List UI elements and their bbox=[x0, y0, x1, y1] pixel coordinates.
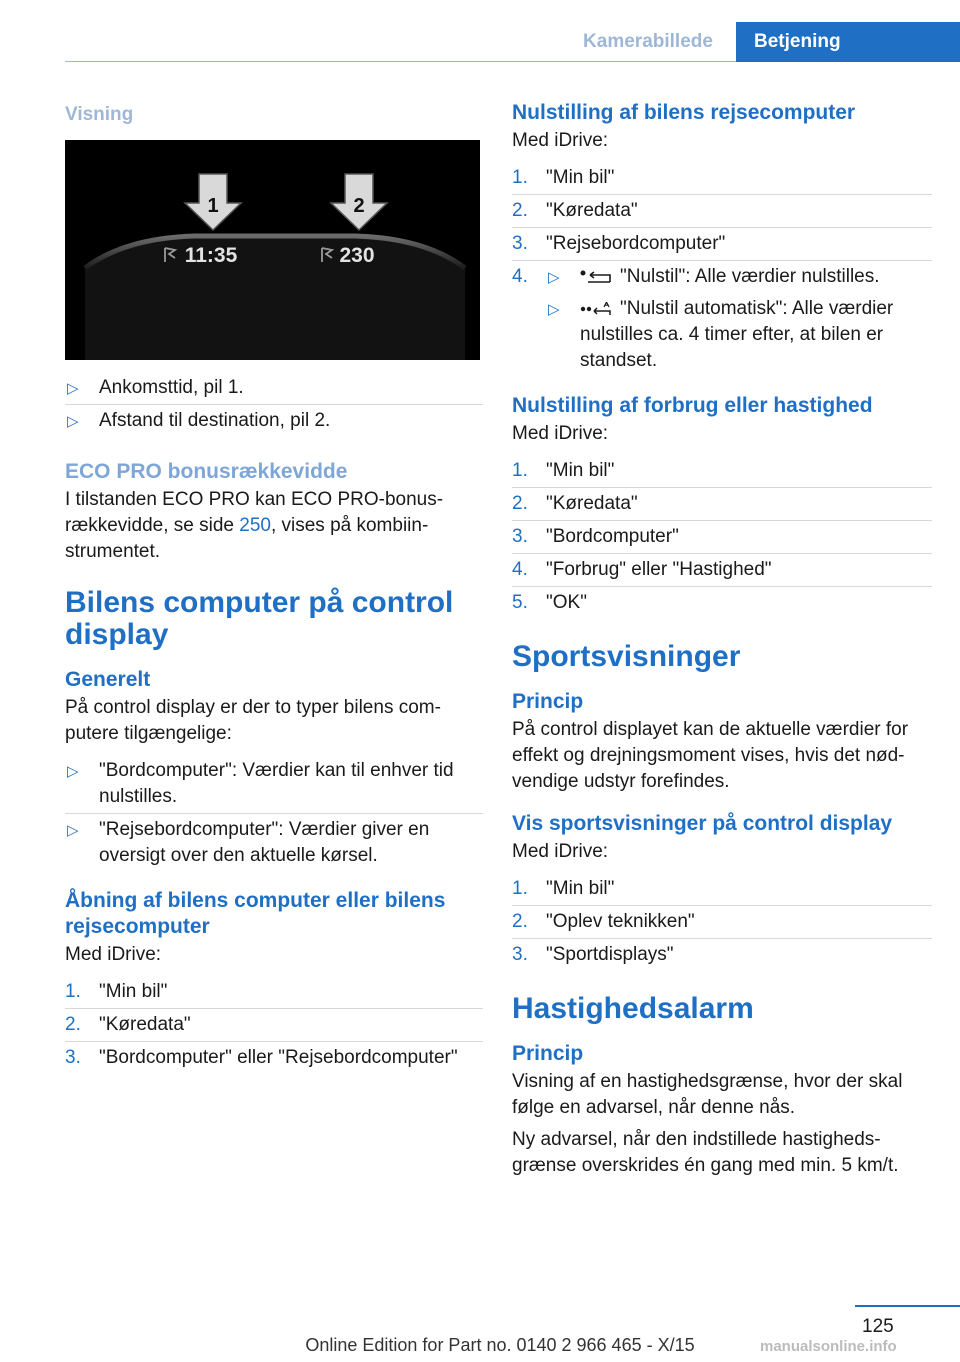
list-item: 2. "Oplev teknikken" bbox=[512, 906, 932, 939]
list-item: 3. "Bordcomputer" bbox=[512, 521, 932, 554]
distance-readout: 230 bbox=[339, 244, 375, 267]
edition-text: Online Edition for Part no. 0140 2 966 465 - X/15 bbox=[305, 1335, 695, 1355]
list-item: ▷ Ankomsttid, pil 1. bbox=[65, 372, 483, 405]
page-number: 125 bbox=[862, 1316, 894, 1337]
list-item: 1. "Min bil" bbox=[512, 455, 932, 488]
list-item: ▷ "Bordcomputer": Værdier kan til enhver tid nulstilles. bbox=[65, 755, 483, 814]
reset-trip-steps bbox=[512, 162, 932, 293]
computer-heading: Bilens computer på control display bbox=[65, 586, 454, 651]
princip-heading-2: Princip bbox=[512, 1042, 584, 1065]
list-item: 5. "OK" bbox=[512, 592, 587, 613]
list-item: 2. "Køredata" bbox=[512, 195, 932, 228]
page-link[interactable]: 250 bbox=[239, 515, 271, 536]
generelt-heading: Generelt bbox=[65, 668, 151, 691]
eco-text: I tilstanden ECO PRO kan ECO PRO-bonus-rækkevidde, se side 250, vises på kombiin-strumentet. bbox=[65, 489, 444, 562]
reset-trip-intro: Med iDrive: bbox=[512, 130, 609, 151]
sports-heading: Sportsvisninger bbox=[512, 640, 741, 673]
princip-text-2a: Visning af en hastighedsgrænse, hvor der skal følge en advarsel, når denne nås. bbox=[512, 1071, 903, 1118]
triangle-bullet-icon: ▷ bbox=[548, 269, 560, 286]
triangle-bullet-icon: ▷ bbox=[67, 763, 79, 780]
list-item: 2. "Køredata" bbox=[512, 488, 932, 521]
list-item: 3. "Bordcomputer" eller "Rejsebordcomputer" bbox=[65, 1047, 458, 1068]
list-item: 3. "Rejsebordcomputer" bbox=[512, 228, 932, 261]
tab-kamerabillede[interactable]: Kamerabillede bbox=[583, 31, 713, 52]
list-item: ▷ Afstand til destination, pil 2. bbox=[65, 405, 483, 437]
reset-trip-sub-list bbox=[512, 293, 932, 377]
reset-cons-steps bbox=[512, 455, 932, 619]
princip-text: På control displayet kan de aktuelle værdier for effekt og drejningsmoment vises, hvis det nød-vendige udstyr forefindes. bbox=[512, 719, 909, 792]
time-readout: 11:35 bbox=[184, 244, 238, 267]
tab-betjening[interactable]: Betjening bbox=[736, 22, 960, 62]
left-column bbox=[65, 100, 483, 1080]
aabning-steps bbox=[65, 976, 483, 1074]
list-item: 1. "Min bil" bbox=[65, 976, 483, 1009]
aabning-intro: Med iDrive: bbox=[65, 944, 162, 965]
list-item: 4. ▷ "Nulstil": Alle værdier nulstilles. bbox=[512, 261, 932, 293]
vis-steps bbox=[512, 873, 932, 971]
alarm-heading: Hastighedsalarm bbox=[512, 992, 754, 1025]
auto-reset-icon bbox=[580, 302, 614, 316]
display-figure bbox=[65, 140, 480, 360]
list-item: 4. "Forbrug" eller "Hastighed" bbox=[512, 554, 932, 587]
watermark: manualsonline.info bbox=[760, 1338, 897, 1355]
list-item: ▷ "Nulstil automatisk": Alle værdier nulstilles ca. 4 timer efter, at bilen er standset. bbox=[548, 298, 894, 371]
aabning-heading: Åbning af bilens computer eller bilens rejsecomputer bbox=[65, 889, 446, 938]
visning-list bbox=[65, 372, 483, 437]
vis-intro: Med iDrive: bbox=[512, 841, 609, 862]
reset-cons-heading: Nulstilling af forbrug eller hastighed bbox=[512, 394, 873, 417]
generelt-list bbox=[65, 755, 483, 872]
reset-trip-heading: Nulstilling af bilens rejsecomputer bbox=[512, 101, 856, 124]
triangle-bullet-icon: ▷ bbox=[67, 380, 79, 397]
princip-heading: Princip bbox=[512, 690, 584, 713]
list-item: 1. "Min bil" bbox=[512, 162, 932, 195]
triangle-bullet-icon: ▷ bbox=[548, 301, 560, 318]
eco-heading: ECO PRO bonusrækkevidde bbox=[65, 460, 348, 483]
display-illustration bbox=[65, 140, 480, 360]
list-item: ▷ "Rejsebordcomputer": Værdier giver en oversigt over den aktuelle kørsel. bbox=[67, 819, 430, 866]
reset-cons-intro: Med iDrive: bbox=[512, 423, 609, 444]
list-item: 2. "Køredata" bbox=[65, 1009, 483, 1042]
figure-caption: Visning bbox=[65, 104, 134, 125]
list-item: 1. "Min bil" bbox=[512, 873, 932, 906]
vis-heading: Vis sportsvisninger på control display bbox=[512, 812, 893, 835]
princip-text-2b: Ny advarsel, når den indstillede hastigheds-grænse overskrides én gang med min. 5 km/t. bbox=[512, 1129, 899, 1176]
list-item: 3. "Sportdisplays" bbox=[512, 944, 674, 965]
arrow-1-label: 1 bbox=[207, 195, 219, 217]
triangle-bullet-icon: ▷ bbox=[67, 822, 79, 839]
footer-rule bbox=[855, 1305, 960, 1307]
arrow-2-label: 2 bbox=[353, 195, 365, 217]
generelt-text: På control display er der to typer bilens com-putere tilgængelige: bbox=[65, 697, 441, 744]
triangle-bullet-icon: ▷ bbox=[67, 413, 79, 430]
reset-icon bbox=[580, 270, 614, 284]
right-column bbox=[512, 100, 932, 1185]
